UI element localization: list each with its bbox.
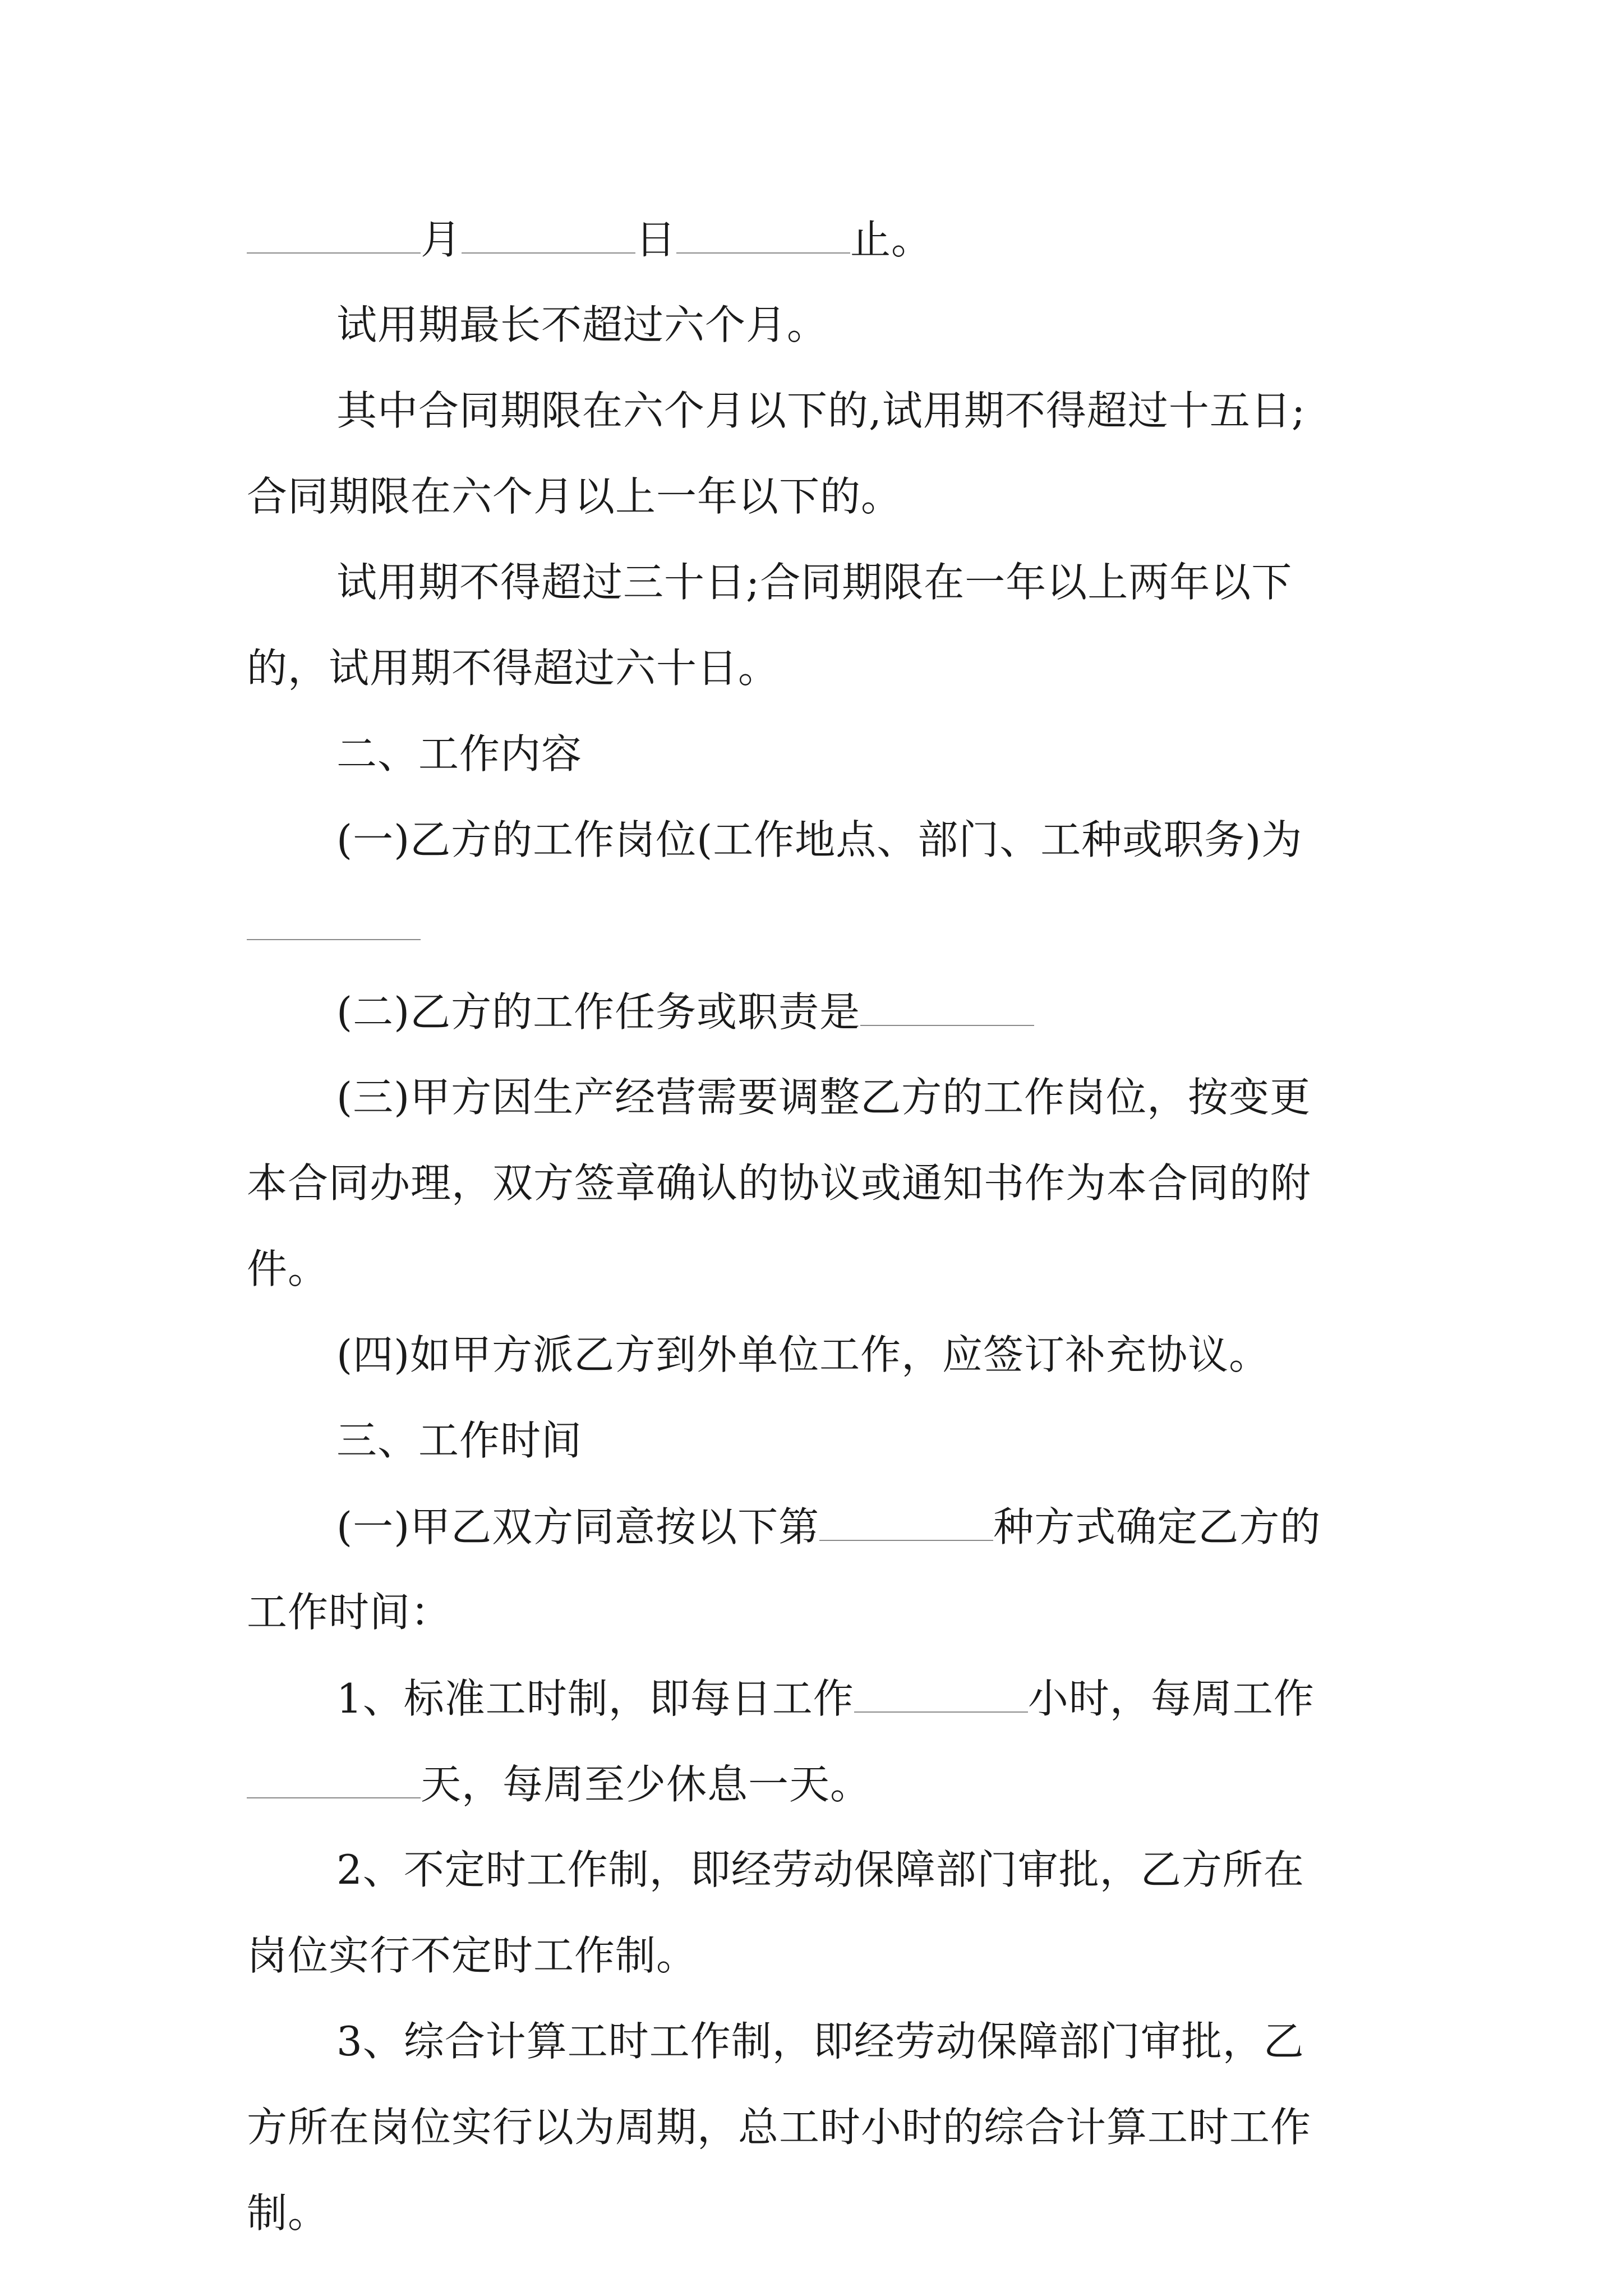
fill-in-blank[interactable] [854, 1678, 1028, 1713]
text-line [247, 1675, 1385, 1722]
text-segment: 其中合同期限在六个月以下的,试用期不得超过十五日; [336, 387, 1306, 434]
text-segment: 三、工作时间 [336, 1417, 583, 1464]
text-segment: 合同期限在六个月以上一年以下的。 [247, 473, 902, 520]
text-segment: 本合同办理，双方签章确认的协议或通知书作为本合同的附 [247, 1159, 1312, 1207]
text-segment: 止。 [850, 216, 933, 263]
text-segment: 试用期最长不超过六个月。 [336, 301, 828, 348]
text-segment: 的，试用期不得超过六十日。 [247, 645, 780, 692]
text-segment: (一)甲乙双方同意按以下第 [336, 1503, 820, 1550]
fill-in-blank[interactable] [247, 905, 421, 940]
text-segment: 种方式确定乙方的 [993, 1503, 1321, 1550]
text-line [247, 1417, 1385, 1464]
text-line [247, 1589, 1385, 1636]
text-segment: 制。 [247, 2189, 329, 2237]
text-segment: 月 [421, 216, 462, 263]
text-line [247, 1245, 1385, 1292]
text-line [247, 473, 1385, 520]
text-segment: 1、标准工时制，即每日工作 [336, 1675, 854, 1722]
text-line [247, 1761, 1385, 1808]
text-line [247, 905, 1385, 946]
text-line [247, 730, 1385, 777]
text-segment: 小时，每周工作 [1027, 1675, 1315, 1722]
text-line [247, 387, 1385, 434]
text-line [247, 301, 1385, 348]
text-line [247, 1846, 1385, 1893]
text-line [247, 2104, 1385, 2151]
text-line [247, 559, 1385, 606]
text-line [247, 1503, 1385, 1550]
text-segment: 方所在岗位实行以为周期，总工时小时的综合计算工时工作 [247, 2104, 1312, 2151]
text-segment: 工作时间： [247, 1589, 452, 1636]
text-segment: 2、不定时工作制，即经劳动保障部门审批，乙方所在 [336, 1846, 1304, 1893]
text-line [247, 1932, 1385, 1979]
text-line [247, 988, 1385, 1036]
text-segment: 二、工作内容 [336, 730, 583, 777]
fill-in-blank[interactable] [819, 1506, 993, 1541]
text-segment: 岗位实行不定时工作制。 [247, 1932, 698, 1979]
text-line [247, 216, 1385, 263]
text-segment: (二)乙方的工作任务或职责是 [336, 988, 861, 1036]
text-segment: 试用期不得超过三十日;合同期限在一年以上两年以下 [336, 559, 1293, 606]
text-line [247, 2189, 1385, 2237]
text-line [247, 2018, 1385, 2065]
fill-in-blank[interactable] [462, 219, 635, 254]
fill-in-blank[interactable] [676, 219, 850, 254]
text-segment: 日 [635, 216, 677, 263]
text-segment: (四)如甲方派乙方到外单位工作，应签订补充协议。 [336, 1331, 1270, 1378]
text-line [247, 645, 1385, 692]
text-segment: 天，每周至少休息一天。 [421, 1761, 872, 1808]
text-segment: 3、综合计算工时工作制，即经劳动保障部门审批，乙 [336, 2018, 1304, 2065]
document-body [247, 216, 1385, 2279]
fill-in-blank[interactable] [860, 991, 1034, 1026]
fill-in-blank[interactable] [247, 219, 421, 254]
text-line [247, 1074, 1385, 1121]
text-segment: (三)甲方因生产经营需要调整乙方的工作岗位，按变更 [336, 1074, 1311, 1121]
text-line [247, 816, 1385, 863]
text-line [247, 1159, 1385, 1207]
fill-in-blank[interactable] [247, 1764, 421, 1798]
text-segment: (一)乙方的工作岗位(工作地点、部门、工种或职务)为 [336, 816, 1303, 863]
text-segment: 件。 [247, 1245, 329, 1292]
text-line [247, 1331, 1385, 1378]
